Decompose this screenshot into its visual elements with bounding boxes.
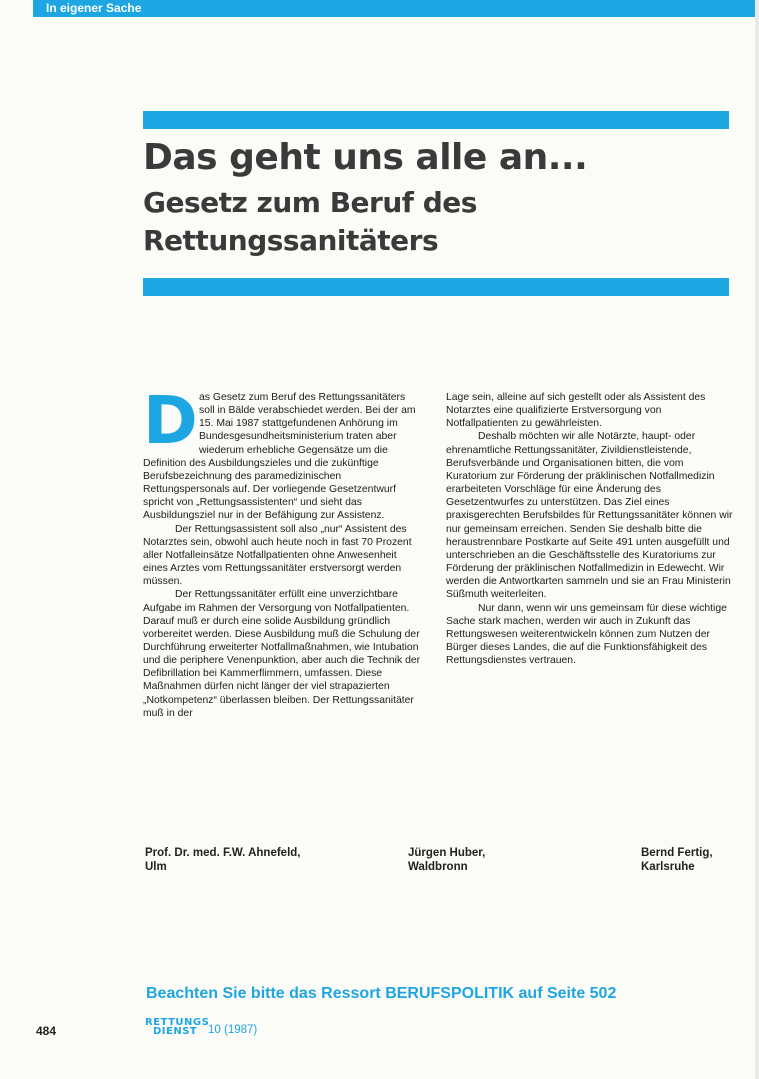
paragraph: as Gesetz zum Beruf des Rettungssanitäters soll in Bälde verabschiedet werden. Bei der am 15. Mai 1987 stattgefundenen Anhörung im Bundesgesundheitsministerium traten aber wiederum erhebliche Gegensätze um die Definition des Ausbildungszieles und die zukünftige Berufsbezeichnung des paramedizinischen Rettungspersonals auf. Der vorliegende Gesetzentwurf spricht von „Rettungsassistenten“ und sieht das Ausbildungsziel nur in der Befähigung zur Assistenz. [143, 392, 416, 522]
magazine-logo [145, 1017, 210, 1040]
signature-place: Karlsruhe [641, 861, 695, 873]
article-column-right [446, 391, 736, 667]
signature-place: Waldbronn [408, 861, 468, 873]
issue-number: 10 (1987) [208, 1024, 258, 1036]
drop-cap: D [143, 382, 198, 459]
paragraph: Deshalb möchten wir alle Notärzte, haupt- oder ehrenamtliche Rettungssanitäter, Zivildienstleistende, Berufsverbände und Organisationen bitten, die vom Kuratorium zur Förderung der präklinischen Notfallmedizin erarbeiteten Vorschläge für eine Änderung des Gesetzentwurfes zu unterstützen. Das Ziel eines praxisgerechten Berufsbildes für Rettungssanitäter können wir nur gemeinsam erreichen. Senden Sie deshalb bitte die heraustrennbare Postkarte auf Seite 491 unten ausgefüllt und unterschrieben an die Geschäftsstelle des Kuratoriums zur Förderung der präklinischen Notfallmedizin in Edewecht. Wir werden die Antwortkarten sammeln und sie an Frau Ministerin Süßmuth weiterleiten. [446, 431, 733, 601]
signature-name: Prof. Dr. med. F.W. Ahnefeld, [145, 847, 301, 859]
headline [143, 136, 733, 260]
signature-place: Ulm [145, 861, 167, 873]
article-column-left [143, 382, 423, 720]
paragraph: Der Rettungsassistent soll also „nur“ Assistent des Notarztes sein, obwohl auch heute noch in fast 70 Prozent aller Notfalleinsätze Notfallpatienten ohne Anwesenheit eines Arztes vom Rettungssanitäter erstversorgt werden müssen. [143, 523, 412, 588]
page-number: 484 [36, 1024, 57, 1038]
headline-line-1: Das geht uns alle an... [143, 137, 588, 178]
signature-fertig [641, 846, 713, 874]
logo-line-1: RETTUNGS [145, 1017, 210, 1028]
headline-line-2: Gesetz zum Beruf des [143, 186, 477, 219]
signature-ahnefeld [145, 846, 300, 874]
paragraph: Nur dann, wenn wir uns gemeinsam für diese wichtige Sache stark machen, werden wir auch in Zukunft das Rettungswesen weiterentwickeln können zum Nutzen der Bürger dieses Landes, die auf die Funktionsfähigkeit des Rettungsdienstes vertrauen. [446, 602, 727, 667]
headline-rule-top [143, 111, 729, 129]
paragraph: Lage sein, alleine auf sich gestellt oder als Assistent des Notarztes eine qualifizierte Erstversorgung von Notfallpatienten zu gewährleisten. [446, 392, 706, 430]
headline-line-3: Rettungssanitäters [143, 224, 439, 257]
logo-line-2: DIENST [153, 1026, 198, 1037]
signature-name: Jürgen Huber, [408, 847, 486, 859]
paragraph: Der Rettungssanitäter erfüllt eine unverzichtbare Aufgabe im Rahmen der Versorgung von Notfallpatienten. Darauf muß er durch eine solide Ausbildung gründlich vorbereitet werden. Diese Ausbildung muß die Schulung der Durchführung erweiterter Notfallmaßnahmen, wie Intubation und die periphere Venenpunktion, aber auch die Technik der Defibrillation bei Kammerflimmern, umfassen. Diese Maßnahmen dürfen nicht länger der viel strapazierten „Notkompetenz“ überlassen bleiben. Der Rettungssanitäter muß in der [143, 589, 421, 719]
signature-name: Bernd Fertig, [641, 847, 713, 859]
cross-reference-notice: Beachten Sie bitte das Ressort BERUFSPOLITIK auf Seite 502 [146, 985, 617, 1002]
signature-huber [408, 846, 485, 874]
section-label: In eigener Sache [46, 1, 142, 15]
headline-rule-bottom [143, 278, 729, 296]
page-edge [755, 0, 759, 1079]
section-header-bar [33, 0, 757, 17]
